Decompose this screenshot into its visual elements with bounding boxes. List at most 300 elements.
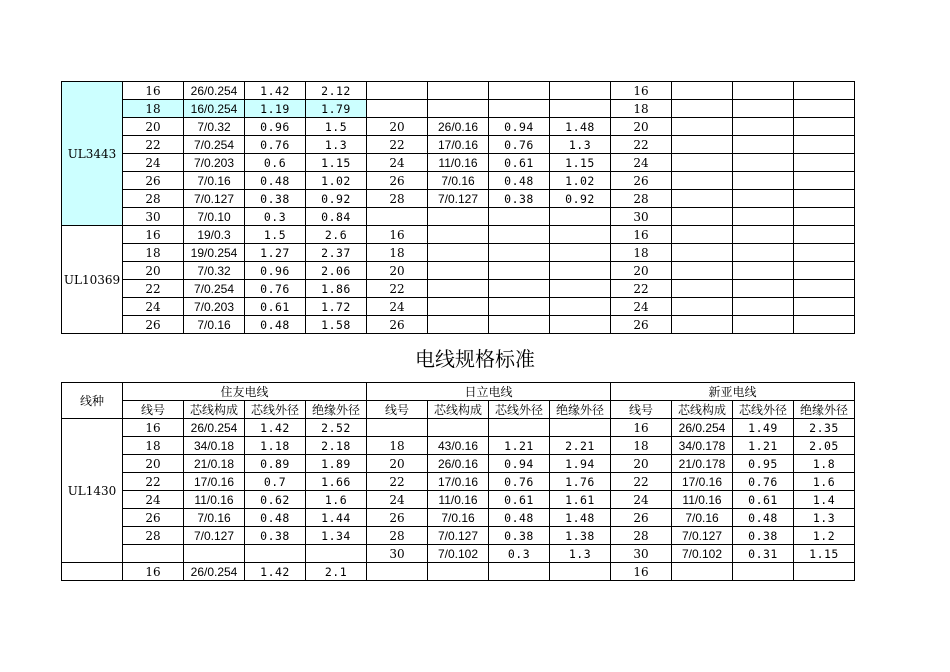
core-od-cell (733, 118, 794, 136)
insulation-od-cell: 0.92 (550, 190, 611, 208)
table-row (62, 244, 855, 262)
core-od-cell: 0.38 (489, 190, 550, 208)
gauge-cell: 22 (123, 473, 184, 491)
gauge-cell: 18 (611, 244, 672, 262)
table-row (62, 298, 855, 316)
strand-cell (428, 244, 489, 262)
strand-cell (672, 208, 733, 226)
core-od-cell (733, 208, 794, 226)
core-od-cell (733, 244, 794, 262)
strand-cell: 16/0.254 (184, 100, 245, 118)
insulation-od-cell (794, 100, 855, 118)
gauge-cell: 16 (611, 563, 672, 581)
gauge-cell: 24 (611, 491, 672, 509)
core-od-cell (489, 100, 550, 118)
header-row-brands (62, 383, 855, 401)
gauge-cell: 26 (611, 316, 672, 334)
col-header-gauge: 线号 (367, 401, 428, 419)
core-od-cell: 0.76 (733, 473, 794, 491)
strand-cell: 7/0.10 (184, 208, 245, 226)
strand-cell (428, 82, 489, 100)
core-od-cell (489, 244, 550, 262)
insulation-od-cell (550, 563, 611, 581)
insulation-od-cell: 1.5 (306, 118, 367, 136)
strand-cell: 19/0.3 (184, 226, 245, 244)
strand-cell: 43/0.16 (428, 437, 489, 455)
strand-cell: 7/0.16 (184, 172, 245, 190)
table-row (62, 473, 855, 491)
table-row (62, 280, 855, 298)
insulation-od-cell: 1.3 (794, 509, 855, 527)
core-od-cell: 0.38 (489, 527, 550, 545)
insulation-od-cell (550, 82, 611, 100)
insulation-od-cell: 1.58 (306, 316, 367, 334)
gauge-cell: 22 (367, 136, 428, 154)
strand-cell: 17/0.16 (672, 473, 733, 491)
core-od-cell (733, 280, 794, 298)
col-header-core-od: 芯线外径 (245, 401, 306, 419)
strand-cell (672, 172, 733, 190)
gauge-cell: 24 (611, 154, 672, 172)
insulation-od-cell: 2.21 (550, 437, 611, 455)
core-od-cell: 1.49 (733, 419, 794, 437)
strand-cell: 26/0.16 (428, 455, 489, 473)
col-header-strand: 芯线构成 (184, 401, 245, 419)
core-od-cell (489, 208, 550, 226)
insulation-od-cell (794, 262, 855, 280)
core-od-cell (245, 545, 306, 563)
strand-cell: 21/0.18 (184, 455, 245, 473)
insulation-od-cell: 1.61 (550, 491, 611, 509)
gauge-cell (123, 545, 184, 563)
core-od-cell: 0.48 (245, 509, 306, 527)
insulation-od-cell: 1.15 (306, 154, 367, 172)
strand-cell (428, 298, 489, 316)
gauge-cell: 28 (123, 527, 184, 545)
gauge-cell: 22 (123, 136, 184, 154)
core-od-cell: 0.38 (245, 527, 306, 545)
gauge-cell: 16 (123, 82, 184, 100)
gauge-cell: 20 (611, 262, 672, 280)
table-row (62, 419, 855, 437)
core-od-cell: 1.5 (245, 226, 306, 244)
core-od-cell (489, 563, 550, 581)
gauge-cell: 18 (367, 244, 428, 262)
core-od-cell: 1.42 (245, 563, 306, 581)
table-row (62, 455, 855, 473)
top-table-body (62, 82, 855, 334)
gauge-cell: 20 (367, 262, 428, 280)
gauge-cell: 18 (123, 244, 184, 262)
strand-cell: 7/0.16 (428, 172, 489, 190)
strand-cell (672, 154, 733, 172)
insulation-od-cell (550, 244, 611, 262)
gauge-cell (367, 100, 428, 118)
wire-type-cell: UL10369 (62, 226, 123, 334)
strand-cell (672, 82, 733, 100)
gauge-cell: 16 (611, 82, 672, 100)
strand-cell: 34/0.178 (672, 437, 733, 455)
strand-cell (428, 280, 489, 298)
insulation-od-cell: 1.6 (794, 473, 855, 491)
strand-cell: 7/0.102 (428, 545, 489, 563)
strand-cell: 7/0.32 (184, 118, 245, 136)
gauge-cell: 20 (611, 455, 672, 473)
insulation-od-cell (550, 208, 611, 226)
insulation-od-cell: 1.3 (550, 136, 611, 154)
core-od-cell: 0.7 (245, 473, 306, 491)
strand-cell: 7/0.127 (428, 190, 489, 208)
insulation-od-cell (794, 244, 855, 262)
gauge-cell: 24 (123, 491, 184, 509)
page-title: 电线规格标准 (415, 347, 535, 371)
brand-header: 日立电线 (367, 383, 611, 401)
insulation-od-cell: 0.92 (306, 190, 367, 208)
table-row (62, 154, 855, 172)
core-od-cell: 1.27 (245, 244, 306, 262)
gauge-cell: 20 (611, 118, 672, 136)
gauge-cell: 26 (611, 509, 672, 527)
core-od-cell (489, 419, 550, 437)
strand-cell: 17/0.16 (428, 473, 489, 491)
core-od-cell: 0.96 (245, 262, 306, 280)
core-od-cell (489, 226, 550, 244)
core-od-cell: 0.48 (489, 172, 550, 190)
gauge-cell: 16 (123, 563, 184, 581)
gauge-cell: 30 (123, 208, 184, 226)
core-od-cell: 0.76 (489, 136, 550, 154)
strand-cell (428, 262, 489, 280)
strand-cell (428, 100, 489, 118)
insulation-od-cell (794, 316, 855, 334)
core-od-cell: 1.19 (245, 100, 306, 118)
insulation-od-cell: 2.52 (306, 419, 367, 437)
insulation-od-cell: 1.86 (306, 280, 367, 298)
bottom-spec-table (61, 382, 855, 581)
insulation-od-cell (550, 262, 611, 280)
core-od-cell: 0.89 (245, 455, 306, 473)
strand-cell: 26/0.254 (672, 419, 733, 437)
core-od-cell: 1.42 (245, 419, 306, 437)
core-od-cell (733, 190, 794, 208)
gauge-cell: 30 (611, 208, 672, 226)
gauge-cell: 20 (123, 118, 184, 136)
insulation-od-cell (550, 280, 611, 298)
table-row (62, 226, 855, 244)
table-row (62, 545, 855, 563)
strand-cell (672, 316, 733, 334)
gauge-cell: 26 (367, 172, 428, 190)
strand-cell: 7/0.203 (184, 154, 245, 172)
insulation-od-cell: 1.66 (306, 473, 367, 491)
gauge-cell (367, 563, 428, 581)
table-row (62, 563, 855, 581)
gauge-cell: 30 (367, 545, 428, 563)
insulation-od-cell (794, 226, 855, 244)
gauge-cell: 24 (367, 298, 428, 316)
strand-cell: 17/0.16 (184, 473, 245, 491)
core-od-cell: 0.95 (733, 455, 794, 473)
gauge-cell: 16 (367, 226, 428, 244)
core-od-cell: 0.61 (489, 491, 550, 509)
strand-cell (672, 136, 733, 154)
insulation-od-cell (550, 419, 611, 437)
core-od-cell (489, 280, 550, 298)
strand-cell (428, 208, 489, 226)
gauge-cell: 28 (123, 190, 184, 208)
gauge-cell: 18 (611, 437, 672, 455)
insulation-od-cell (306, 545, 367, 563)
table-row (62, 262, 855, 280)
strand-cell: 21/0.178 (672, 455, 733, 473)
strand-cell: 7/0.254 (184, 280, 245, 298)
strand-cell: 7/0.16 (672, 509, 733, 527)
strand-cell: 26/0.16 (428, 118, 489, 136)
core-od-cell (489, 262, 550, 280)
strand-cell (672, 298, 733, 316)
core-od-cell (489, 298, 550, 316)
col-header-strand: 芯线构成 (672, 401, 733, 419)
core-od-cell (733, 226, 794, 244)
gauge-cell (367, 208, 428, 226)
gauge-cell: 26 (123, 509, 184, 527)
core-od-cell: 0.31 (733, 545, 794, 563)
core-od-cell: 0.38 (733, 527, 794, 545)
insulation-od-cell (794, 172, 855, 190)
insulation-od-cell: 1.15 (550, 154, 611, 172)
gauge-cell: 22 (611, 136, 672, 154)
strand-cell: 7/0.102 (672, 545, 733, 563)
type-header: 线种 (62, 383, 123, 419)
insulation-od-cell: 1.3 (550, 545, 611, 563)
core-od-cell: 0.76 (245, 136, 306, 154)
core-od-cell: 0.62 (245, 491, 306, 509)
col-header-strand: 芯线构成 (428, 401, 489, 419)
insulation-od-cell (794, 118, 855, 136)
insulation-od-cell (550, 100, 611, 118)
brand-header: 住友电线 (123, 383, 367, 401)
strand-cell (428, 419, 489, 437)
core-od-cell (489, 316, 550, 334)
insulation-od-cell: 1.3 (306, 136, 367, 154)
insulation-od-cell: 2.06 (306, 262, 367, 280)
strand-cell: 7/0.127 (672, 527, 733, 545)
table-row (62, 491, 855, 509)
wire-type-cell: UL1430 (62, 419, 123, 563)
table-row (62, 208, 855, 226)
insulation-od-cell: 1.15 (794, 545, 855, 563)
gauge-cell: 20 (123, 262, 184, 280)
gauge-cell: 24 (611, 298, 672, 316)
strand-cell (672, 100, 733, 118)
core-od-cell: 0.48 (489, 509, 550, 527)
insulation-od-cell: 2.35 (794, 419, 855, 437)
insulation-od-cell (550, 316, 611, 334)
table-row (62, 316, 855, 334)
table-row (62, 437, 855, 455)
core-od-cell: 0.3 (489, 545, 550, 563)
gauge-cell: 30 (611, 545, 672, 563)
gauge-cell: 26 (367, 509, 428, 527)
gauge-cell: 26 (123, 172, 184, 190)
gauge-cell: 28 (367, 190, 428, 208)
header-row-columns (62, 401, 855, 419)
wire-type-cell (62, 563, 123, 581)
gauge-cell: 28 (367, 527, 428, 545)
strand-cell: 7/0.16 (184, 316, 245, 334)
strand-cell: 7/0.203 (184, 298, 245, 316)
gauge-cell: 24 (367, 154, 428, 172)
gauge-cell: 22 (367, 473, 428, 491)
core-od-cell (733, 100, 794, 118)
col-header-gauge: 线号 (123, 401, 184, 419)
core-od-cell: 1.21 (489, 437, 550, 455)
core-od-cell (733, 82, 794, 100)
strand-cell: 7/0.16 (184, 509, 245, 527)
strand-cell: 26/0.254 (184, 563, 245, 581)
strand-cell: 7/0.32 (184, 262, 245, 280)
insulation-od-cell: 2.1 (306, 563, 367, 581)
strand-cell (672, 280, 733, 298)
strand-cell (428, 226, 489, 244)
gauge-cell: 20 (367, 455, 428, 473)
insulation-od-cell (550, 298, 611, 316)
brand-header: 新亚电线 (611, 383, 855, 401)
gauge-cell: 26 (367, 316, 428, 334)
gauge-cell: 18 (123, 437, 184, 455)
gauge-cell: 16 (123, 419, 184, 437)
insulation-od-cell: 1.76 (550, 473, 611, 491)
table-row (62, 100, 855, 118)
table-row (62, 136, 855, 154)
strand-cell: 7/0.16 (428, 509, 489, 527)
core-od-cell: 1.21 (733, 437, 794, 455)
col-header-core-od: 芯线外径 (733, 401, 794, 419)
col-header-core-od: 芯线外径 (489, 401, 550, 419)
table-row (62, 527, 855, 545)
insulation-od-cell: 1.72 (306, 298, 367, 316)
col-header-insulation-od: 绝缘外径 (306, 401, 367, 419)
core-od-cell (733, 298, 794, 316)
strand-cell (428, 316, 489, 334)
gauge-cell: 22 (367, 280, 428, 298)
core-od-cell (489, 82, 550, 100)
col-header-insulation-od: 绝缘外径 (794, 401, 855, 419)
insulation-od-cell: 1.48 (550, 118, 611, 136)
insulation-od-cell: 1.38 (550, 527, 611, 545)
strand-cell (672, 118, 733, 136)
insulation-od-cell (794, 208, 855, 226)
core-od-cell (733, 563, 794, 581)
core-od-cell (733, 262, 794, 280)
strand-cell: 34/0.18 (184, 437, 245, 455)
core-od-cell: 0.61 (733, 491, 794, 509)
gauge-cell: 16 (611, 419, 672, 437)
gauge-cell: 22 (123, 280, 184, 298)
insulation-od-cell (794, 154, 855, 172)
insulation-od-cell (794, 190, 855, 208)
wire-type-cell: UL3443 (62, 82, 123, 226)
core-od-cell: 0.61 (245, 298, 306, 316)
core-od-cell: 0.3 (245, 208, 306, 226)
core-od-cell: 0.48 (733, 509, 794, 527)
strand-cell: 7/0.127 (184, 527, 245, 545)
core-od-cell: 0.61 (489, 154, 550, 172)
insulation-od-cell: 1.48 (550, 509, 611, 527)
insulation-od-cell (794, 280, 855, 298)
core-od-cell: 1.42 (245, 82, 306, 100)
core-od-cell: 0.6 (245, 154, 306, 172)
insulation-od-cell: 1.89 (306, 455, 367, 473)
insulation-od-cell (550, 226, 611, 244)
strand-cell: 26/0.254 (184, 82, 245, 100)
strand-cell (672, 190, 733, 208)
top-spec-table (61, 81, 855, 334)
insulation-od-cell: 2.12 (306, 82, 367, 100)
core-od-cell (733, 316, 794, 334)
strand-cell: 17/0.16 (428, 136, 489, 154)
insulation-od-cell: 1.8 (794, 455, 855, 473)
insulation-od-cell: 1.6 (306, 491, 367, 509)
gauge-cell: 26 (123, 316, 184, 334)
gauge-cell: 28 (611, 190, 672, 208)
gauge-cell: 20 (123, 455, 184, 473)
core-od-cell: 0.48 (245, 316, 306, 334)
insulation-od-cell: 1.02 (306, 172, 367, 190)
insulation-od-cell (794, 82, 855, 100)
bottom-table-body (62, 383, 855, 581)
strand-cell: 11/0.16 (428, 491, 489, 509)
insulation-od-cell: 0.84 (306, 208, 367, 226)
strand-cell (672, 262, 733, 280)
insulation-od-cell: 2.05 (794, 437, 855, 455)
insulation-od-cell: 2.6 (306, 226, 367, 244)
strand-cell (428, 563, 489, 581)
col-header-insulation-od: 绝缘外径 (550, 401, 611, 419)
strand-cell (672, 563, 733, 581)
core-od-cell: 0.94 (489, 455, 550, 473)
core-od-cell: 1.18 (245, 437, 306, 455)
strand-cell: 19/0.254 (184, 244, 245, 262)
gauge-cell: 24 (367, 491, 428, 509)
gauge-cell: 18 (123, 100, 184, 118)
insulation-od-cell (794, 563, 855, 581)
table-row (62, 118, 855, 136)
strand-cell: 26/0.254 (184, 419, 245, 437)
insulation-od-cell (794, 136, 855, 154)
gauge-cell (367, 419, 428, 437)
insulation-od-cell: 2.18 (306, 437, 367, 455)
core-od-cell: 0.76 (245, 280, 306, 298)
insulation-od-cell: 1.44 (306, 509, 367, 527)
insulation-od-cell: 2.37 (306, 244, 367, 262)
gauge-cell (367, 82, 428, 100)
core-od-cell: 0.76 (489, 473, 550, 491)
insulation-od-cell: 1.94 (550, 455, 611, 473)
core-od-cell (733, 154, 794, 172)
gauge-cell: 28 (611, 527, 672, 545)
core-od-cell: 0.96 (245, 118, 306, 136)
gauge-cell: 24 (123, 298, 184, 316)
gauge-cell: 16 (611, 226, 672, 244)
strand-cell: 7/0.127 (428, 527, 489, 545)
gauge-cell: 18 (367, 437, 428, 455)
insulation-od-cell (794, 298, 855, 316)
strand-cell: 11/0.16 (672, 491, 733, 509)
gauge-cell: 24 (123, 154, 184, 172)
strand-cell (672, 226, 733, 244)
insulation-od-cell: 1.02 (550, 172, 611, 190)
